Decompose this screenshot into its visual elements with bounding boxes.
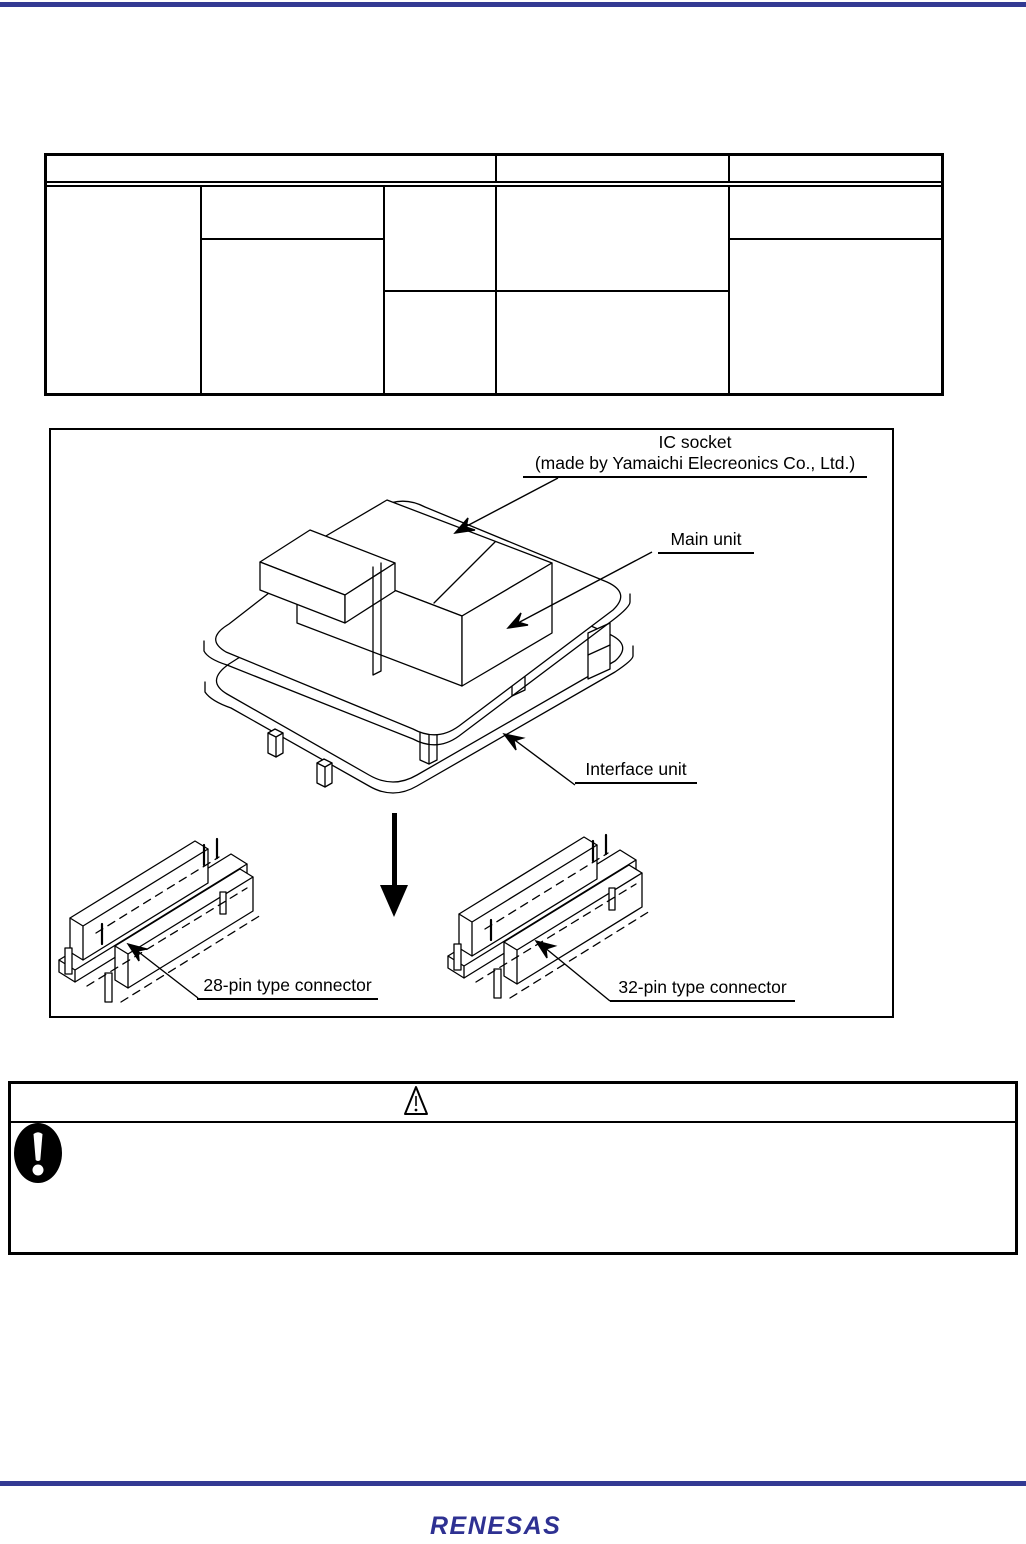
figure-box <box>49 428 894 1018</box>
top-rule <box>0 2 1026 7</box>
interface-unit-label: Interface unit <box>575 759 697 784</box>
interface-unit-leader <box>512 738 575 785</box>
main-unit-label: Main unit <box>658 529 754 554</box>
bottom-rule <box>0 1481 1026 1486</box>
spec-table <box>44 153 944 396</box>
connector-32-leader <box>544 947 610 1001</box>
caution-box <box>8 1081 1018 1255</box>
warning-triangle-icon <box>403 1085 429 1118</box>
interface-unit-arrowhead-icon <box>504 734 523 750</box>
ic-socket-label-line2: (made by Yamaichi Elecreonics Co., Ltd.) <box>534 453 856 473</box>
table-header-line-1 <box>47 181 941 183</box>
ic-socket-leader <box>463 478 558 528</box>
caution-divider <box>11 1121 1015 1123</box>
connector-32-label: 32-pin type connector <box>610 977 795 1002</box>
mandatory-exclamation-icon <box>13 1122 63 1184</box>
down-arrow-icon <box>380 813 408 917</box>
table-line <box>200 187 202 393</box>
ic-socket-label <box>523 432 867 478</box>
ic-socket-label-line1: IC socket <box>658 432 732 452</box>
renesas-logo-text: RENESAS <box>430 1512 562 1540</box>
table-line <box>200 238 385 240</box>
table-line <box>728 238 941 240</box>
adapter-illustration <box>51 430 892 1016</box>
table-line <box>383 290 730 292</box>
table-line <box>728 156 730 181</box>
renesas-logo <box>428 1509 623 1541</box>
table-line <box>495 156 497 181</box>
connector-28-label: 28-pin type connector <box>197 975 378 1000</box>
table-header-line-2 <box>47 185 941 187</box>
pin-connector-drawing <box>448 835 650 998</box>
